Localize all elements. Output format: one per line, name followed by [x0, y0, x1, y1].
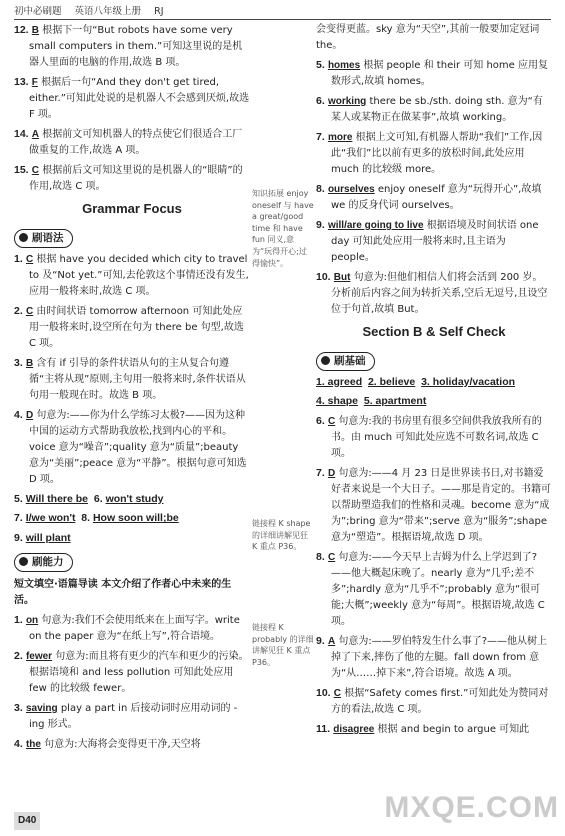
answer-item [14, 22, 250, 71]
ability-answers [14, 612, 250, 753]
answer-item [316, 181, 552, 214]
answer-item [14, 612, 250, 645]
item-answer: But [333, 272, 351, 283]
grammar-focus-title: Grammar Focus [82, 201, 182, 216]
item-explanation: 根据前后文可知这里说的是机器人的“眼睛”的作用,故选 C 项。 [29, 165, 243, 192]
item-number: 3. [14, 356, 23, 369]
item-answer: C [25, 305, 34, 317]
answer-item [14, 162, 250, 195]
item-explanation: enjoy oneself 意为“玩得开心”,故填 we 的反身代词 ourselves。 [331, 184, 542, 211]
answer-item [316, 217, 552, 266]
item-number: 12. [14, 24, 29, 36]
item-explanation: 根据下一句“But robots have some very small computers in them.”可知这里说的是机器人里面的电脑的作用,故选 B 项。 [29, 25, 243, 68]
grammar-badge: 刷语法 [14, 229, 73, 248]
section-b-title: Section B & Self Check [362, 324, 506, 339]
item-explanation: 句意为:但他们相信人们将会活到 200 岁。分析前后内容之间为转折关系,空后无逗号,且设空位于句首,故填 But。 [331, 272, 548, 315]
base-answer-2: 2. believe [367, 375, 416, 388]
item-answer: C [25, 253, 34, 265]
margin-note-shape: 链接程 K shape 的详细讲解见狂 K 重点 P36。 [252, 519, 311, 552]
item-number: 4. [14, 737, 23, 750]
item-number: 7. [316, 467, 325, 480]
passage-guide: 短文填空·语篇导读 本文介绍了作者心中未来的生活。 [14, 578, 232, 606]
margin-note-probably: 链接程 K probably 的详细讲解见狂 K 重点 P36。 [252, 623, 314, 667]
item-number: 6. [316, 415, 325, 428]
item-number: 10. [316, 687, 331, 700]
answer-item [14, 126, 250, 159]
answer-item [14, 303, 250, 352]
answer-item [14, 700, 250, 733]
item-answer: ourselves [327, 184, 375, 195]
item-number: 13. [14, 76, 29, 88]
base-answer-4: 4. shape [316, 395, 359, 408]
margin-note-knowledge: 知识拓展 enjoy oneself 与 have a great/good time 和 have fun 同义,意为“玩得开心;过得愉快”。 [252, 189, 314, 268]
item-explanation: 句意为:我的书房里有很多空间供我放我所有的书。由 much 可知此处应选不可数名词,故选 C 项。 [331, 416, 542, 460]
item-explanation: 由时间状语 tomorrow afternoon 可知此处应用一般将来时,设空所在句为 there be 句型,故选 C 项。 [29, 305, 244, 349]
answer-row-7-8: 7. I/we won't 8. How soon will;be [14, 512, 179, 525]
answer-row-5-6: 5. Will there be 6. won't study [14, 492, 164, 505]
item-explanation: 句意为:而且将有更少的汽车和更少的污染。根据语境和 and less pollution 可知此处应用 few 的比较级 fewer。 [29, 650, 249, 694]
answer-item [316, 57, 552, 90]
item-number: 2. [14, 649, 23, 662]
answer-item [316, 721, 552, 738]
base-answers-row-1 [316, 374, 552, 391]
item-explanation: 根据前文可知机器人的特点使它们很适合工厂做重复的工作,故选 A 项。 [29, 129, 243, 156]
left-column [14, 22, 250, 756]
item-answer: working [327, 96, 367, 107]
item-number: 8. [316, 551, 325, 564]
item-answer: disagree [333, 724, 375, 736]
basic-badge: 刷基础 [316, 352, 375, 371]
item-number: 15. [14, 164, 29, 176]
item-answer: C [333, 688, 342, 700]
item-answer: on [25, 614, 39, 626]
item-answer: more [327, 132, 353, 143]
answer-9: will plant [25, 532, 71, 545]
item-answer: fewer [25, 650, 53, 662]
answer-item [14, 251, 250, 300]
page-header [14, 4, 551, 20]
item-answer: F [31, 77, 38, 88]
item-answer: D [25, 409, 34, 421]
answer-5: Will there be [25, 492, 89, 505]
item-answer: A [327, 636, 336, 648]
item-answer: the [25, 738, 41, 750]
grammar-answers [14, 251, 250, 488]
item-answer: will/are going to live [327, 220, 424, 231]
answer-item [316, 269, 552, 318]
answer-item [14, 648, 250, 697]
answer-7: I/we won't [25, 512, 76, 525]
item-number: 6. [316, 95, 325, 107]
header-rule [14, 19, 551, 20]
answer-item [14, 736, 250, 753]
book-edition: RJ [154, 6, 164, 17]
cloze-answers [316, 57, 552, 318]
answer-item [14, 355, 250, 404]
item-explanation: 根据 people 和 their 可知 home 应用复数形式,故填 homes。 [331, 60, 548, 87]
item-number: 9. [316, 219, 325, 231]
item-answer: saving [25, 702, 58, 714]
book-subject: 英语八年级上册 [74, 6, 142, 17]
answer-item [316, 413, 552, 462]
badge-dot-icon [321, 356, 330, 365]
ability-badge: 刷能力 [14, 553, 73, 572]
item-explanation: there be sb./sth. doing sth. 意为“有某人或某物正在做某事”,故填 working。 [331, 96, 543, 123]
item-answer: C [327, 552, 336, 564]
answer-item [316, 129, 552, 178]
badge-dot-icon [19, 557, 28, 566]
page-number: D40 [14, 812, 40, 830]
answer-item [316, 93, 552, 126]
item-number: 4. [14, 408, 23, 421]
item-number: 11. [316, 723, 331, 736]
base-answers-row-2 [316, 393, 552, 410]
answer-item [14, 407, 250, 488]
item-answer: B [31, 25, 40, 36]
item-explanation: play a part in 后接动词时应用动词的 -ing 形式。 [29, 702, 238, 730]
base-answer-5: 5. apartment [363, 395, 427, 408]
item-answer: D [327, 468, 336, 480]
item-number: 8. [316, 183, 325, 195]
item-explanation: 句意为:我们不会使用纸来在上面写字。write on the paper 意为“在纸上写”,符合语境。 [29, 614, 240, 642]
item-explanation: 句意为:——罗伯特发生什么事了?——他从树上掉了下来,摔伤了他的左腿。fall down from 意为“从……掉下来”,符合语境。故选 A 项。 [331, 636, 548, 680]
answer-row-9: 9. will plant [14, 532, 71, 545]
item-answer: B [25, 357, 34, 369]
item-number: 10. [316, 271, 331, 283]
item-explanation: 根据 and begin to argue 可知此 [377, 724, 530, 736]
answer-item [316, 549, 552, 630]
book-title: 初中必刷题 [14, 6, 62, 17]
item-number: 7. [316, 131, 325, 143]
item-answer: C [327, 416, 336, 428]
item-number: 5. [316, 59, 325, 71]
base-answer-3: 3. holiday/vacation [421, 375, 516, 388]
base-answer-1: 1. agreed [316, 375, 363, 388]
item-number: 3. [14, 701, 23, 714]
answer-item [14, 74, 250, 123]
reading-answers [14, 22, 250, 195]
item-answer: A [31, 129, 40, 140]
answer-item [316, 685, 552, 718]
item-explanation: 根据语境及时间状语 one day 可知此处应用一般将来时,且主语为 people。 [331, 220, 539, 263]
item-number: 1. [14, 613, 23, 626]
item-number: 14. [14, 128, 29, 140]
item-explanation: 根据上文可知,有机器人帮助“我们”工作,因此“我们”比以前有更多的放松时间,此处应用 much 的比较级 more。 [331, 132, 543, 175]
continued-text: 会变得更蓝。sky 意为“天空”,其前一般要加定冠词 the。 [316, 24, 540, 51]
item-answer: homes [327, 60, 361, 71]
watermark-logo: MXQE.COM [384, 791, 559, 824]
answer-item [316, 465, 552, 546]
answer-6: won't study [105, 492, 164, 505]
item-number: 1. [14, 252, 23, 265]
item-explanation: 句意为:——4 月 23 日是世界读书日,对书籍爱好者来说是一个大日子。——那是肯定的。书籍可以帮助塑造我们的性格和灵魂。become 意为“成为”;bring 意为“带来”;serve 意为“服务”;shape 意为“塑造”。根据语境,故选 D 项。 [331, 468, 551, 544]
item-explanation: 含有 if 引导的条件状语从句的主从复合句遵循“主将从现”原则,主句用一般将来时,条件状语从句用一般现在时。故选 B 项。 [29, 357, 246, 401]
item-explanation: 根据 have you decided which city to travel to 及“Not yet.”可知,去伦敦这个事情还没有发生,应用一般将来时,故选 C 项。 [29, 253, 249, 297]
item-explanation: 根据后一句“And they don't get tired, either.”可知此处说的是机器人不会感到厌烦,故选 F 项。 [29, 77, 250, 120]
section-b-answers [316, 413, 552, 738]
item-answer: C [31, 165, 40, 176]
item-explanation: 句意为:——今天早上吉姆为什么上学迟到了?——他大概起床晚了。nearly 意为“几乎;差不多”;hardly 意为“几乎不”;probably 意为“很可能;大概”;weekly 意为“每周”。根据语境,故选 C 项。 [331, 552, 545, 628]
right-column [316, 22, 552, 741]
answer-item [316, 633, 552, 682]
item-number: 2. [14, 304, 23, 317]
item-explanation: 句意为:——你为什么学练习太极?——因为这种中国的运动方式帮助我放松,找到内心的平和。voice 意为“噪音”;quality 意为“质量”;beauty 意为“美丽”;peace 意为“平静”。根据句意可知选 D 项。 [29, 409, 247, 485]
badge-dot-icon [19, 233, 28, 242]
item-explanation: 根据“Safety comes first.”可知此处为赞同对方的看法,故选 C 项。 [331, 688, 549, 716]
answer-8: How soon will;be [92, 512, 179, 525]
item-number: 9. [316, 635, 325, 648]
item-explanation: 句意为:大海将会变得更干净,天空将 [44, 738, 201, 750]
